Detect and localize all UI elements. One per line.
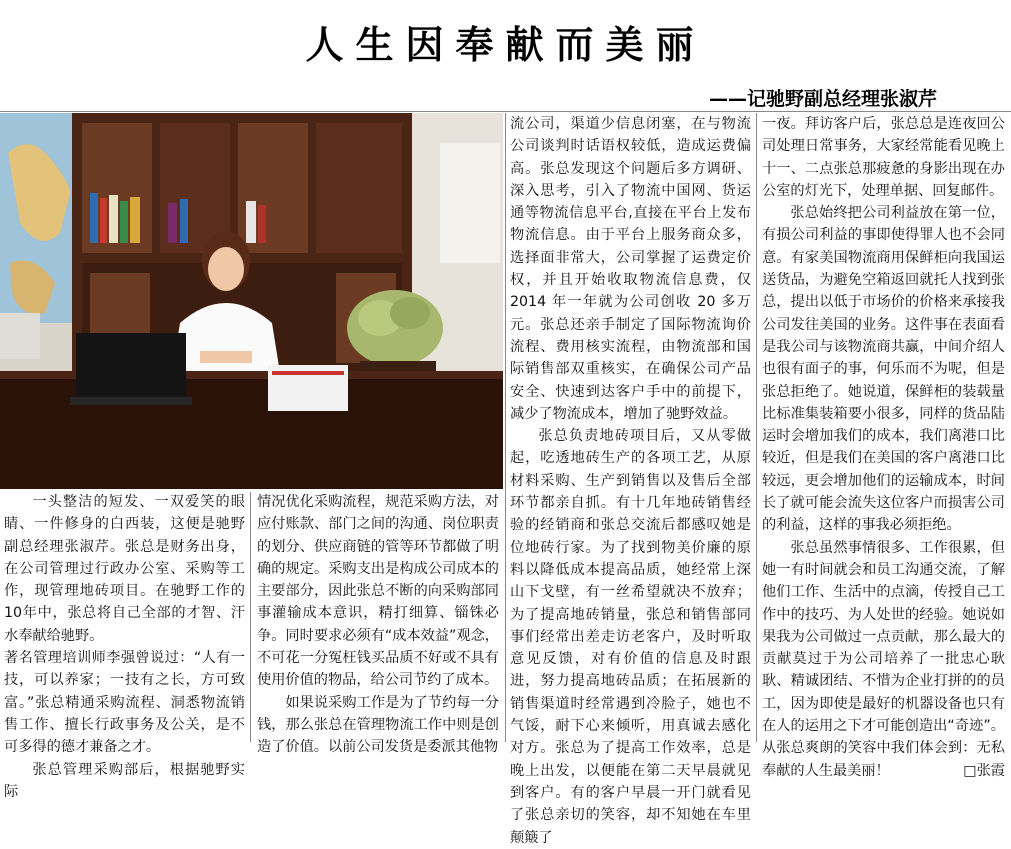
paragraph: 一头整洁的短发、一双爱笑的眼睛、一件修身的白西装，这便是驰野副总经理张淑芹。张总是财务出身，在公司管理过行政办公室、采购等工作，现管理地砖项目。在驰野工作的10年中，张总将自己全部的才智、汗水奉献给驰野。	[4, 494, 245, 644]
article-column-1	[4, 491, 245, 800]
article-column-2	[257, 491, 499, 756]
paragraph: 著名管理培训师李强曾说过：“人有一技，可以养家；一技有之长，方可致富。”张总精通采购流程、洞悉物流销售工作、擅长行政事务及公关，是不可多得的德才兼备之才。	[4, 650, 245, 756]
article-subtitle: ——记驰野副总经理张淑芹	[708, 88, 937, 110]
column-rule	[756, 113, 757, 742]
paragraph-text: 张总虽然事情很多、工作很累，但她一有时间就会和员工沟通交流，了解他们工作、生活中的点滴，传授自己工作中的技巧、为人处世的经验。她说如果我为公司做过一点贡献，那么最大的贡献莫过于为公司培养了一批忠心耿耿、精诚团结、不惜为企业打拼的的员工，因为即使是最好的机器设备也只有在人的运用之下才可能创造出“奇迹”。从张总爽朗的笑容中我们体会到：无私奉献的人生最美丽！	[762, 539, 1005, 779]
article-column-3	[510, 113, 751, 846]
paragraph: 一夜。拜访客户后，张总总是连夜回公司处理日常事务，大家经常能看见晚上十一、二点张总那疲惫的身影出现在办公室的灯光下，处理单据、回复邮件。	[762, 116, 1005, 199]
paragraph	[762, 537, 1005, 782]
office-portrait-photo	[0, 113, 503, 489]
paragraph: 如果说采购工作是为了节约每一分钱，那么张总在管理物流工作中则是创造了价值。以前公司发货是委派其他物	[257, 694, 499, 756]
article-title: 人生因奉献而美丽	[305, 22, 706, 67]
column-rule	[250, 492, 251, 742]
paragraph: 情况优化采购流程，规范采购方法，对应付账款、部门之间的沟通、岗位职责的划分、供应商链的管等环节都做了明确的规定。采购支出是构成公司成本的主要部分，因此张总不断的向采购部同事灌输成本意识，精打细算、锱铢必争。同时要求必须有“成本效益”观念，不可花一分冤枉钱买品质不好或不具有使用价值的物品，给公司节约了成本。	[257, 494, 499, 689]
photo-illustration	[0, 113, 503, 489]
author-signature: □张霞	[963, 762, 1005, 779]
paragraph: 张总始终把公司利益放在第一位，有损公司利益的事即使得罪人也不会同意。有家美国物流商用保鲜柜向我国运送货品，为避免空箱返回就托人找到张总，提出以低于市场价的价格来承接我公司发往美国的业务。这件事在表面看是我公司与该物流商共赢，中间介绍人也很有面子的事，何乐而不为呢，但是张总拒绝了。她说道，保鲜柜的装载量比标准集装箱要小很多，同样的货品陆运时会增加我们的成本，我们离港口比较近，但是我们在美国的客户离港口比较远，更会增加他们的运输成本，时间长了就可能会流失这位客户而损害公司的利益，这样的事我必须拒绝。	[762, 205, 1005, 534]
paragraph: 流公司，渠道少信息闭塞，在与物流公司谈判时话语权较低，造成运费偏高。张总发现这个问题后多方调研、深入思考，引入了物流中国网、货运通等物流信息平台,直接在平台上发布物流信息。由于平台上服务商众多，选择面非常大，公司掌握了运费定价权，并且开始收取物流信息费，仅 2014 年一年就为公司创收 20 多万元。张总还亲手制定了国际物流询价流程、费用核实流程，由物流部和国际销售部双重核实，在确保公司产品安全、快速到达客户手中的前提下，减少了物流成本，增加了驰野效益。	[510, 116, 751, 422]
header-divider	[0, 111, 1011, 112]
paragraph: 张总管理采购部后，根据驰野实际	[4, 761, 245, 800]
paragraph: 张总负责地砖项目后，又从零做起，吃透地砖生产的各项工艺，从原材料采购、生产到销售以及售后全部环节都亲自抓。有十几年地砖销售经验的经销商和张总交流后都感叹她是位地砖行家。为了找到物美价廉的原料以降低成本提高品质，她经常上深山下戈壁，有一丝希望就决不放弃；为了提高地砖销量，张总和销售部同事们经常出差走访老客户，及时听取意见反馈，对有价值的信息及时跟进，努力提高地砖品质；在拓展新的销售渠道时经常遇到冷脸子，她也不气馁，耐下心来倾听，用真诚去感化对方。张总为了提高工作效率，总是晚上出发，以便能在第二天早晨就见到客户。有的客户早晨一开门就看见了张总亲切的笑容，却不知她在车里颠簸了	[510, 428, 751, 846]
article-column-4	[762, 113, 1005, 779]
column-rule	[505, 113, 506, 742]
